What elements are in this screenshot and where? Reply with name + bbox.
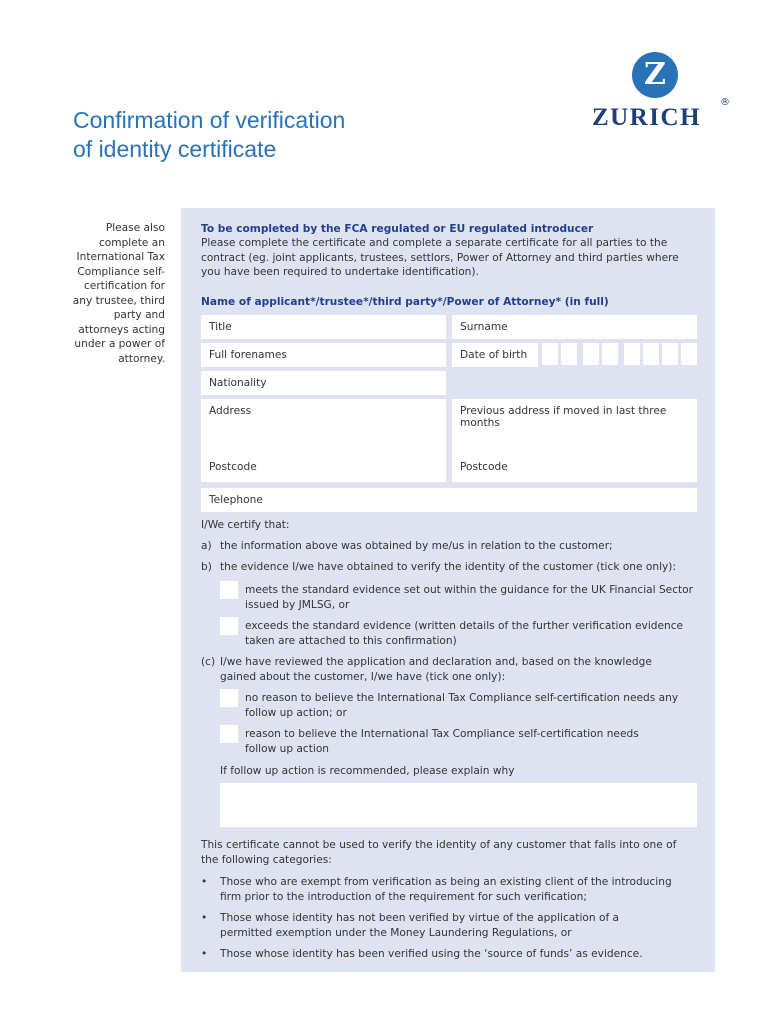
dob-digit-box[interactable]	[561, 343, 577, 365]
explain-prompt: If follow up action is recommended, please explain why	[220, 765, 515, 777]
certify-c-label: (c)	[201, 656, 216, 668]
dob-digit-box[interactable]	[602, 343, 618, 365]
registered-mark: ®	[720, 97, 730, 108]
intro-heading: To be completed by the FCA regulated or EU regulated introducer	[201, 223, 594, 235]
page-title	[73, 106, 345, 164]
dob-digit-box[interactable]	[662, 343, 678, 365]
b-option-1-text: meets the standard evidence set out within the guidance for the UK Financial Sector issued by JMLSG, or	[245, 584, 694, 611]
b-option-1-checkbox[interactable]	[220, 581, 238, 599]
previous-postcode-label: Postcode	[460, 461, 508, 473]
explanation-textarea[interactable]	[220, 783, 697, 827]
b-option-2-checkbox[interactable]	[220, 617, 238, 635]
address-label: Address	[209, 405, 252, 417]
restriction-item: Those who are exempt from verification as being an existing client of the introducing firm prior to the introduction of the requirement for such verification;	[220, 876, 672, 903]
c-option-2-checkbox[interactable]	[220, 725, 238, 743]
previous-address-field[interactable]	[452, 399, 697, 482]
postcode-label: Postcode	[209, 461, 257, 473]
c-option-1-checkbox[interactable]	[220, 689, 238, 707]
restriction-item: Those whose identity has not been verified by virtue of the application of a permitted exemption under the Money Laundering Regulations, or	[220, 912, 620, 939]
dob-digit-box[interactable]	[624, 343, 640, 365]
certify-c-text: I/we have reviewed the application and declaration and, based on the knowledge gained about the customer, I/we have (tick one only):	[220, 656, 652, 683]
bullet-icon: •	[201, 876, 208, 888]
restriction-item: Those whose identity has been verified using the ‘source of funds’ as evidence.	[220, 948, 643, 960]
zurich-wordmark: ZURICH	[592, 104, 702, 131]
full-forenames-label: Full forenames	[209, 349, 287, 361]
surname-label: Surname	[460, 321, 508, 333]
dob-digit-box[interactable]	[542, 343, 558, 365]
date-of-birth-label: Date of birth	[460, 349, 528, 361]
certify-b-label: b)	[201, 561, 212, 573]
applicant-heading: Name of applicant*/trustee*/third party*/Power of Attorney* (in full)	[201, 296, 609, 308]
zurich-logo	[588, 52, 728, 132]
title-label: Title	[209, 321, 232, 333]
certify-a-text: the information above was obtained by me/us in relation to the customer;	[220, 540, 613, 552]
telephone-label: Telephone	[209, 494, 263, 506]
restrictions-intro: This certificate cannot be used to verify the identity of any customer that falls into one of the following categories:	[201, 839, 677, 866]
title-field[interactable]	[201, 315, 446, 339]
bullet-icon: •	[201, 948, 208, 960]
nationality-label: Nationality	[209, 377, 267, 389]
previous-address-label: Previous address if moved in last three months	[460, 405, 667, 429]
dob-digit-box[interactable]	[583, 343, 599, 365]
intro-body: Please complete the certificate and complete a separate certificate for all parties to the contract (eg. joint applicants, trustees, settlors, Power of Attorney and third parties where you have been required to undertake identification).	[201, 237, 679, 278]
dob-digit-box[interactable]	[681, 343, 697, 365]
page-title-line-2: of identity certificate	[73, 136, 277, 162]
full-forenames-field[interactable]	[201, 343, 446, 367]
b-option-2-text: exceeds the standard evidence (written details of the further verification evidence taken are attached to this confirmation)	[245, 620, 684, 647]
page-title-line-1: Confirmation of verification	[73, 107, 346, 133]
c-option-2-text: reason to believe the International Tax Compliance self-certification needs follow up action	[245, 728, 639, 755]
address-field[interactable]	[201, 399, 446, 482]
certify-intro: I/We certify that:	[201, 519, 290, 531]
c-option-1-text: no reason to believe the International Tax Compliance self-certification needs any follow up action; or	[245, 692, 679, 719]
certify-b-text: the evidence I/we have obtained to verify the identity of the customer (tick one only):	[220, 561, 677, 573]
surname-field[interactable]	[452, 315, 697, 339]
bullet-icon: •	[201, 912, 208, 924]
dob-digit-box[interactable]	[643, 343, 659, 365]
date-of-birth-field	[452, 343, 538, 367]
sidebar-note: Please also complete an International Tax Compliance self-certification for any trustee, third party and attorneys acting under a power of attorney.	[72, 222, 165, 365]
nationality-field[interactable]	[201, 371, 446, 395]
certify-a-label: a)	[201, 540, 212, 552]
zurich-z-emblem-icon: Z	[632, 52, 678, 98]
telephone-field[interactable]	[201, 488, 697, 512]
